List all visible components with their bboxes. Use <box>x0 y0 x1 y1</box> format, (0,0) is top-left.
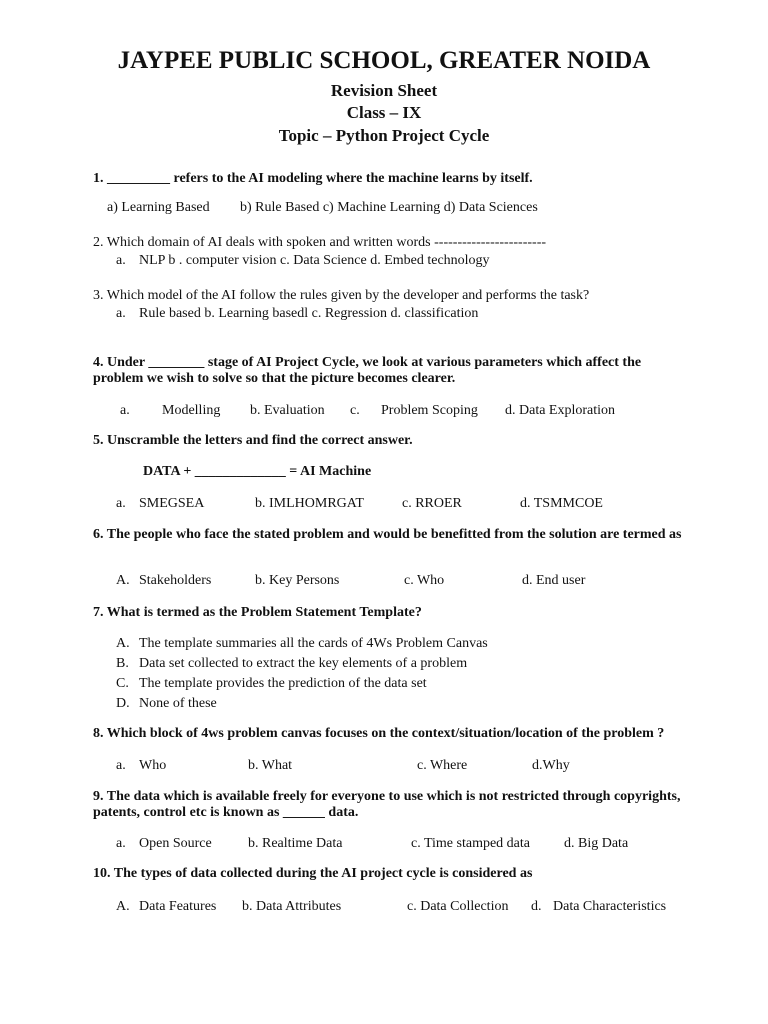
q7-marker-c: C. <box>116 676 129 691</box>
q5-option-a: SMEGSEA <box>139 496 205 511</box>
q5-marker-a: a. <box>116 496 126 511</box>
q9-marker-a: a. <box>116 836 126 851</box>
q8-marker-a: a. <box>116 758 126 773</box>
q6-option-c: c. Who <box>404 573 445 588</box>
question-6: 6. The people who face the stated problem and would be benefitted from the solution are termed as <box>93 527 682 542</box>
q6-option-d: d. End user <box>522 573 586 588</box>
q8-option-c: c. Where <box>417 758 468 773</box>
q3-marker: a. <box>116 306 126 321</box>
q10-option-d: Data Characteristics <box>553 899 667 914</box>
q7-option-d: None of these <box>139 696 217 711</box>
question-9: 9. The data which is available freely for everyone to use which is not restricted through copyrights, patents, control etc is known as ______ data. <box>93 789 681 820</box>
question-7: 7. What is termed as the Problem Statement Template? <box>93 605 422 620</box>
q8-option-a: Who <box>139 758 167 773</box>
question-5: 5. Unscramble the letters and find the correct answer. <box>93 433 413 448</box>
q2-options: NLP b . computer vision c. Data Science d. Embed technology <box>139 253 490 268</box>
q9-option-a: Open Source <box>139 836 212 851</box>
q10-marker-d: d. <box>531 899 542 914</box>
q8-option-b: b. What <box>248 758 293 773</box>
q1-options-bcd: b) Rule Based c) Machine Learning d) Data Sciences <box>240 200 538 215</box>
question-2: 2. Which domain of AI deals with spoken and written words ------------------------ <box>93 235 547 250</box>
q5-option-d: d. TSMMCOE <box>520 496 603 511</box>
question-1: 1. _________ refers to the AI modeling where the machine learns by itself. <box>93 171 533 186</box>
q4-option-d: d. Data Exploration <box>505 403 616 418</box>
q1-option-a: a) Learning Based <box>107 200 210 215</box>
topic-label: Topic – Python Project Cycle <box>278 126 490 145</box>
school-title: JAYPEE PUBLIC SCHOOL, GREATER NOIDA <box>117 47 651 74</box>
question-10: 10. The types of data collected during the AI project cycle is considered as <box>93 866 533 881</box>
q4-option-c: Problem Scoping <box>381 403 478 418</box>
q6-option-b: b. Key Persons <box>255 573 340 588</box>
q6-option-a: Stakeholders <box>139 573 212 588</box>
q8-option-d: d.Why <box>532 758 570 773</box>
q6-marker-a: A. <box>116 573 130 588</box>
q4-option-b: b. Evaluation <box>250 403 325 418</box>
q2-marker: a. <box>116 253 126 268</box>
q10-option-a: Data Features <box>139 899 217 914</box>
q4-marker-a: a. <box>120 403 130 418</box>
q3-options: Rule based b. Learning basedl c. Regression d. classification <box>139 306 479 321</box>
q10-marker-a: A. <box>116 899 130 914</box>
q10-option-b: b. Data Attributes <box>242 899 342 914</box>
class-label: Class – IX <box>346 103 422 122</box>
q9-option-b: b. Realtime Data <box>248 836 343 851</box>
q4-marker-c: c. <box>350 403 360 418</box>
q7-marker-a: A. <box>116 636 130 651</box>
q9-option-d: d. Big Data <box>564 836 629 851</box>
sheet-title: Revision Sheet <box>330 81 438 100</box>
question-3: 3. Which model of the AI follow the rules given by the developer and performs the task? <box>93 288 590 303</box>
q5-option-c: c. RROER <box>402 496 462 511</box>
q5-option-b: b. IMLHOMRGAT <box>255 496 364 511</box>
q7-option-c: The template provides the prediction of the data set <box>139 676 427 691</box>
question-4: 4. Under ________ stage of AI Project Cycle, we look at various parameters which affect the problem we wish to solve so that the picture becomes clearer. <box>93 355 642 386</box>
q5-equation: DATA + _____________ = AI Machine <box>143 464 372 479</box>
q9-option-c: c. Time stamped data <box>411 836 530 851</box>
q4-option-a: Modelling <box>162 403 221 418</box>
q7-option-a: The template summaries all the cards of 4Ws Problem Canvas <box>139 636 488 651</box>
q10-option-c: c. Data Collection <box>407 899 509 914</box>
question-8: 8. Which block of 4ws problem canvas focuses on the context/situation/location of the problem ? <box>93 726 665 741</box>
q7-option-b: Data set collected to extract the key elements of a problem <box>139 656 468 671</box>
q7-marker-b: B. <box>116 656 129 671</box>
q7-marker-d: D. <box>116 696 130 711</box>
